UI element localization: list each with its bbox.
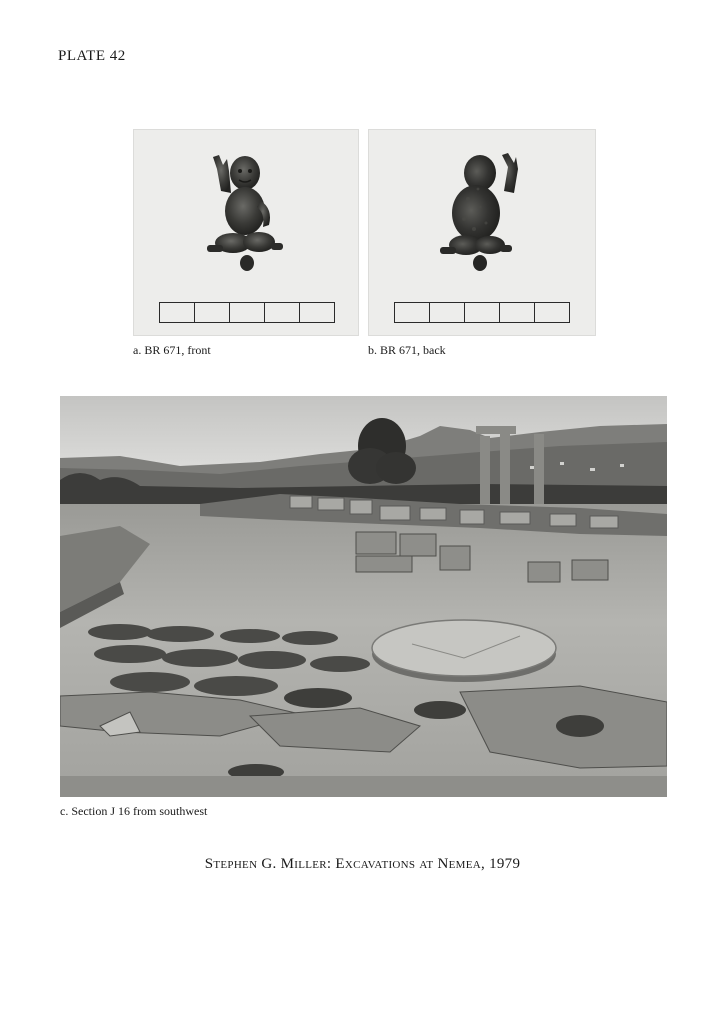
scale-bar	[395, 303, 570, 323]
excavation-site-image	[60, 396, 667, 797]
scale-bar	[160, 303, 335, 323]
figure-b-caption: b. BR 671, back	[368, 343, 446, 357]
figure-c-caption: c. Section J 16 from southwest	[60, 804, 208, 818]
figure-a-photo	[133, 129, 359, 336]
figurine-back-image	[368, 129, 596, 336]
figurine-front-image	[133, 129, 359, 336]
plate-label: PLATE 42	[58, 48, 126, 64]
figure-c-photo	[60, 396, 667, 797]
article-credit: Stephen G. Miller: Excavations at Nemea, 1979	[204, 856, 521, 872]
figure-a-caption: a. BR 671, front	[133, 343, 211, 357]
figure-b-photo	[368, 129, 596, 336]
